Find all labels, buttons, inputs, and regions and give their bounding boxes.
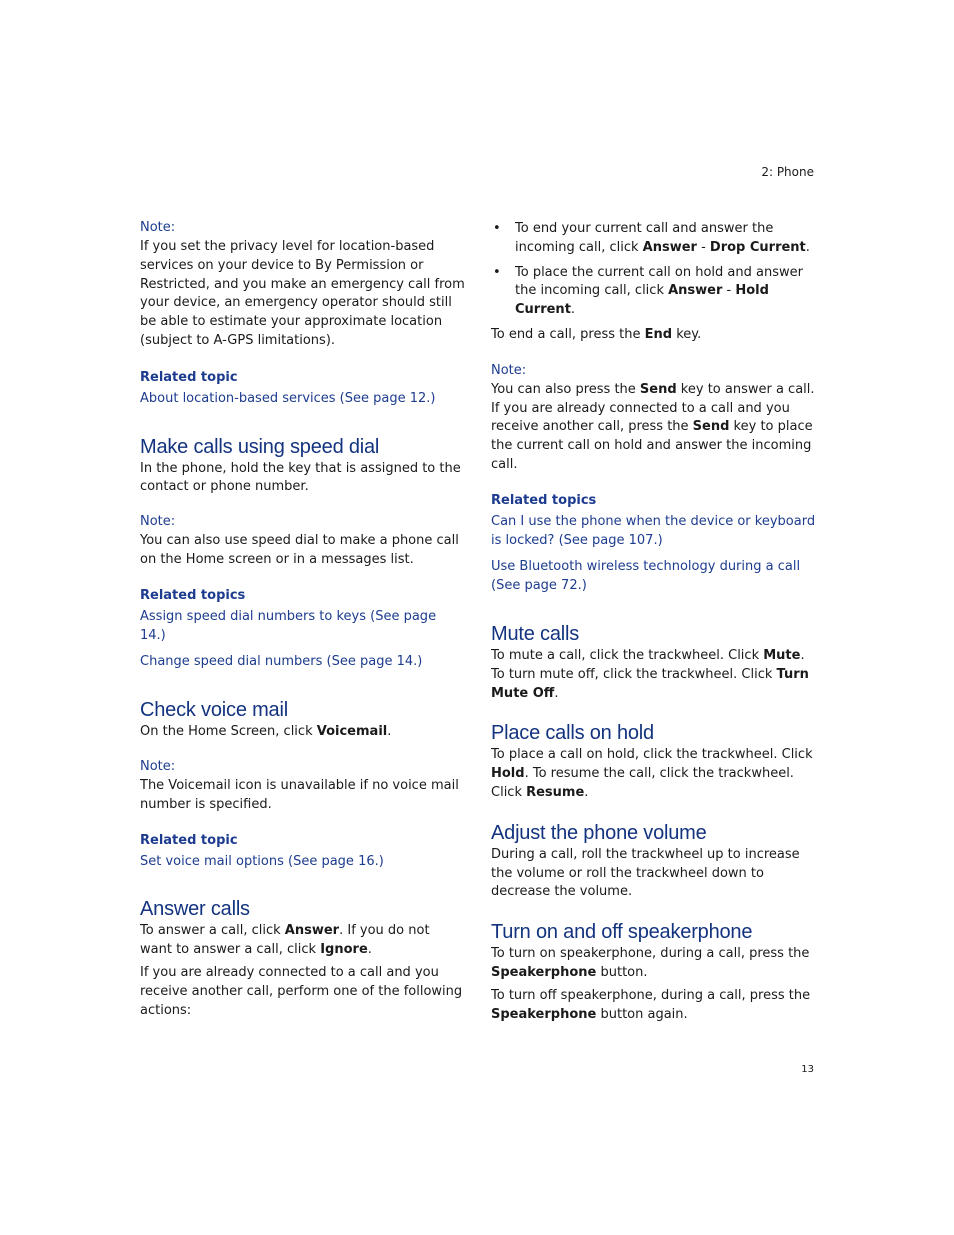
- link-voice-mail-options[interactable]: Set voice mail options (See page 16.): [140, 853, 384, 869]
- heading-voice-mail: Check voice mail: [140, 699, 288, 722]
- note-label: Note:: [140, 220, 176, 235]
- note-text: You can also press the Send key to answer a call. If you are already connected to a call and you receive another call, press the Send key to place the current call on hold and answer the incoming call.: [491, 381, 815, 472]
- mute-calls-body: To mute a call, click the trackwheel. Click Mute. To turn mute off, click the trackwheel. Click Turn Mute Off.: [491, 647, 809, 701]
- note-text: If you set the privacy level for location-based services on your device to By Permission or Restricted, and you make an emergency call from your device, an emergency operator should still be able to estimate your approximate location (subject to A-GPS limitations).: [140, 239, 465, 348]
- end-call-text: To end a call, press the End key.: [491, 326, 702, 342]
- bullet: •: [493, 221, 501, 236]
- voice-mail-body: On the Home Screen, click Voicemail.: [140, 724, 392, 740]
- list-item: • To place the current call on hold and answer the incoming call, click Answer - Hold Current.: [493, 264, 803, 318]
- related-topic-label: Related topic: [140, 369, 238, 385]
- answer-calls-body-2: If you are already connected to a call and you receive another call, perform one of the following actions:: [140, 964, 463, 1018]
- note-label: Note:: [140, 514, 176, 530]
- related-topics-label: Related topics: [491, 492, 597, 508]
- bullet: •: [493, 264, 501, 280]
- running-head: 2: Phone: [761, 165, 814, 179]
- note-text: You can also use speed dial to make a phone call on the Home screen or in a messages list.: [140, 533, 459, 567]
- related-topics-label: Related topics: [140, 587, 246, 603]
- heading-phone-volume: Adjust the phone volume: [491, 821, 707, 844]
- speakerphone-on-text: To turn on speakerphone, during a call, press the Speakerphone button.: [491, 946, 810, 980]
- heading-mute-calls: Mute calls: [491, 622, 580, 645]
- link-assign-speed-dial[interactable]: Assign speed dial numbers to keys (See page 14.): [140, 608, 437, 643]
- link-location-services[interactable]: About location-based services (See page 12.): [140, 390, 436, 406]
- right-column: [491, 220, 816, 1024]
- heading-speed-dial: Make calls using speed dial: [140, 435, 380, 458]
- speed-dial-body: In the phone, hold the key that is assigned to the contact or phone number.: [140, 460, 461, 495]
- left-column: [140, 220, 465, 1020]
- phone-volume-body: During a call, roll the trackwheel up to increase the volume or roll the trackwheel down to decrease the volume.: [491, 846, 800, 900]
- heading-hold-calls: Place calls on hold: [491, 722, 654, 745]
- link-phone-locked[interactable]: Can I use the phone when the device or keyboard is locked? (See page 107.): [491, 513, 816, 548]
- note-text: The Voicemail icon is unavailable if no voice mail number is specified.: [140, 777, 459, 812]
- action-list: [491, 220, 816, 320]
- hold-calls-body: To place a call on hold, click the trackwheel. Click Hold. To resume the call, click the trackwheel. Click Resume.: [491, 747, 813, 800]
- page-number: 13: [801, 1064, 814, 1075]
- link-change-speed-dial[interactable]: Change speed dial numbers (See page 14.): [140, 654, 423, 670]
- speakerphone-off-text: To turn off speakerphone, during a call, press the Speakerphone button again.: [491, 987, 811, 1022]
- heading-speakerphone: Turn on and off speakerphone: [491, 921, 753, 944]
- answer-calls-body: To answer a call, click Answer. If you do not want to answer a call, click Ignore.: [140, 923, 430, 958]
- note-label: Note:: [140, 758, 176, 774]
- list-item: • To end your current call and answer the incoming call, click Answer - Drop Current.: [493, 221, 810, 255]
- note-label: Note:: [491, 362, 527, 378]
- link-bluetooth-call[interactable]: Use Bluetooth wireless technology during a call (See page 72.): [491, 559, 801, 594]
- heading-answer-calls: Answer calls: [140, 898, 250, 921]
- related-topic-label: Related topic: [140, 832, 238, 848]
